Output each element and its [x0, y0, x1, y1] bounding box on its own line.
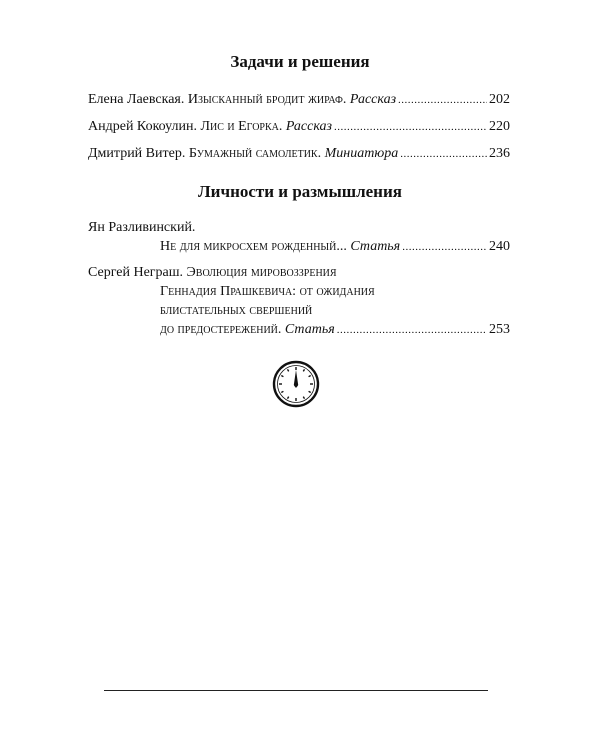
dot-leader [400, 145, 487, 164]
entry-page-number: 202 [489, 92, 510, 107]
entry-page-number: 240 [489, 239, 510, 254]
entry-title-continued: блистательных свершений [160, 303, 313, 318]
toc-entry [88, 117, 510, 137]
entry-title: Изысканный бродит жираф. [187, 92, 347, 107]
entry-genre: Статья [350, 239, 401, 254]
dot-leader [334, 118, 487, 137]
entry-title: Не для микросхем рожденный... [160, 239, 347, 254]
entry-title-continued: Геннадия Прашкевича: от ожидания [160, 284, 375, 299]
entry-author: Андрей Кокоулин. [88, 119, 197, 134]
entry-page-number: 220 [489, 119, 510, 134]
entry-title: Эволюция мировоззрения [186, 265, 337, 280]
dot-leader [337, 321, 487, 340]
entry-genre: Статья [284, 322, 335, 337]
dot-leader [402, 238, 487, 257]
entry-author: Елена Лаевская. [88, 92, 185, 107]
toc-entry [88, 144, 510, 164]
toc-entry [88, 263, 510, 340]
entry-genre: Рассказ [285, 119, 332, 134]
entry-page-number: 236 [489, 146, 510, 161]
entry-author: Сергей Неграш. [88, 265, 184, 280]
entry-page-number: 253 [489, 322, 510, 337]
entry-author: Дмитрий Витер. [88, 146, 186, 161]
entry-title: Бумажный самолетик. [188, 146, 322, 161]
entry-genre: Миниатюра [324, 146, 399, 161]
section-title: Задачи и решения [230, 52, 370, 71]
clock-icon [272, 360, 320, 408]
entry-title-continued: до предостережений. [160, 322, 282, 337]
entry-author: Ян Разливинский. [88, 220, 196, 235]
dot-leader [398, 91, 487, 110]
entry-genre: Рассказ [349, 92, 397, 107]
toc-entry [88, 218, 510, 257]
section-title: Личности и размышления [198, 182, 402, 201]
footer-rule [104, 690, 488, 691]
toc-entry [88, 90, 510, 110]
entry-title: Лис и Егорка. [200, 119, 283, 134]
